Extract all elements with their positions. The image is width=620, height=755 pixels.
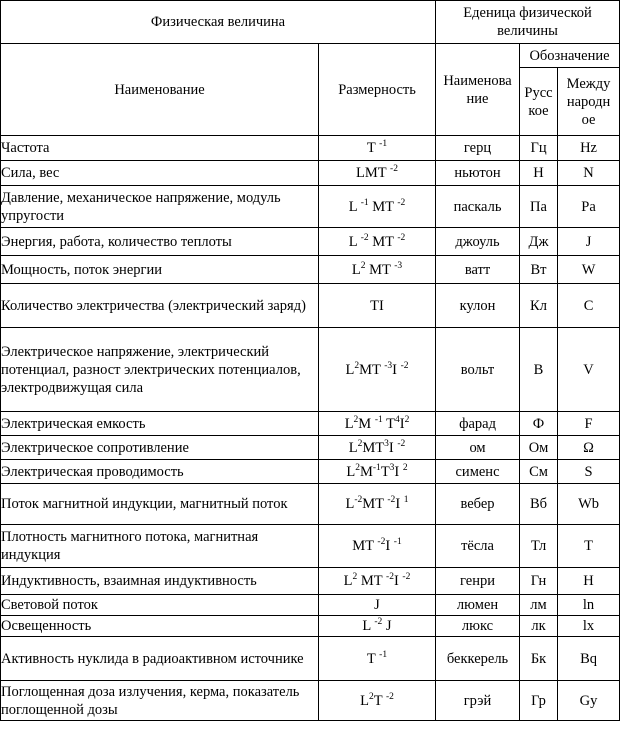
international-symbol-cell: N xyxy=(558,161,620,186)
unit-name-cell: сименс xyxy=(436,460,520,484)
russian-symbol-cell: Кл xyxy=(520,284,558,328)
international-symbol-cell: T xyxy=(558,525,620,568)
russian-symbol-cell: Бк xyxy=(520,637,558,681)
table-row xyxy=(1,436,620,460)
table-row xyxy=(1,256,620,284)
table-body xyxy=(1,136,620,721)
unit-name-cell: герц xyxy=(436,136,520,161)
quantity-name-cell: Активность нуклида в радиоактивном источнике xyxy=(1,637,319,681)
russian-symbol-cell: Ф xyxy=(520,412,558,436)
dimension-cell: L $^{-1}$ MT $^{-2}$ xyxy=(319,186,436,228)
unit-name-cell: ом xyxy=(436,436,520,460)
header-international: Между народн ое xyxy=(558,68,620,136)
russian-symbol-cell: Вт xyxy=(520,256,558,284)
international-symbol-cell: lx xyxy=(558,616,620,637)
header-quantity: Физическая величина xyxy=(1,1,436,44)
russian-symbol-cell: Па xyxy=(520,186,558,228)
dimension-cell: TI xyxy=(319,284,436,328)
unit-name-cell: вебер xyxy=(436,484,520,525)
unit-name-cell: ньютон xyxy=(436,161,520,186)
international-symbol-cell: W xyxy=(558,256,620,284)
header-row-1 xyxy=(1,1,620,44)
dimension-cell: L $^{-2}$ J xyxy=(319,616,436,637)
dimension-cell: L $^{-2}$ MT $^{-2}$ xyxy=(319,228,436,256)
table-row xyxy=(1,186,620,228)
quantity-name-cell: Мощность, поток энергии xyxy=(1,256,319,284)
quantity-name-cell: Индуктивность, взаимная индуктивность xyxy=(1,568,319,595)
quantity-name-cell: Плотность магнитного потока, магнитная индукция xyxy=(1,525,319,568)
dimension-cell: $L^2$ MT $^{-3}$ xyxy=(319,256,436,284)
international-symbol-cell: J xyxy=(558,228,620,256)
table-row xyxy=(1,228,620,256)
quantity-name-cell: Освещенность xyxy=(1,616,319,637)
header-row-2 xyxy=(1,44,620,68)
table-row xyxy=(1,136,620,161)
unit-name-cell: тёсла xyxy=(436,525,520,568)
russian-symbol-cell: Гр xyxy=(520,681,558,721)
russian-symbol-cell: Ом xyxy=(520,436,558,460)
table-row xyxy=(1,616,620,637)
dimension-cell: $L^2MT^3I$ $^{-2}$ xyxy=(319,436,436,460)
unit-name-cell: люмен xyxy=(436,595,520,616)
header-unit-name: Наименова ние xyxy=(436,44,520,136)
header-name: Наименование xyxy=(1,44,319,136)
unit-name-cell: генри xyxy=(436,568,520,595)
international-symbol-cell: ln xyxy=(558,595,620,616)
quantity-name-cell: Электрическое сопротивление xyxy=(1,436,319,460)
table-row xyxy=(1,284,620,328)
russian-symbol-cell: Вб xyxy=(520,484,558,525)
quantity-name-cell: Энергия, работа, количество теплоты xyxy=(1,228,319,256)
table-row xyxy=(1,460,620,484)
international-symbol-cell: F xyxy=(558,412,620,436)
dimension-cell: $L^2M$ $^{-1}$ $T^4I^2$ xyxy=(319,412,436,436)
international-symbol-cell: Ω xyxy=(558,436,620,460)
russian-symbol-cell: Тл xyxy=(520,525,558,568)
table-row xyxy=(1,412,620,436)
header-unit: Еденица физической величины xyxy=(436,1,620,44)
dimension-cell: T $^{-1}$ xyxy=(319,637,436,681)
unit-name-cell: люкс xyxy=(436,616,520,637)
russian-symbol-cell: См xyxy=(520,460,558,484)
dimension-cell: $L^{-2}MT$ $^{-2}$I $^1$ xyxy=(319,484,436,525)
header-dimension: Размерность xyxy=(319,44,436,136)
russian-symbol-cell: Гн xyxy=(520,568,558,595)
unit-name-cell: кулон xyxy=(436,284,520,328)
russian-symbol-cell: В xyxy=(520,328,558,412)
quantity-name-cell: Частота xyxy=(1,136,319,161)
international-symbol-cell: Pa xyxy=(558,186,620,228)
dimension-cell: $L^2M^{-1}T^3I$ $^2$ xyxy=(319,460,436,484)
unit-name-cell: грэй xyxy=(436,681,520,721)
dimension-cell: MT $^{-2}$I $^{-1}$ xyxy=(319,525,436,568)
russian-symbol-cell: Дж xyxy=(520,228,558,256)
header-designation: Обозначение xyxy=(520,44,620,68)
unit-name-cell: фарад xyxy=(436,412,520,436)
dimension-cell: $L^2T$ $^{-2}$ xyxy=(319,681,436,721)
russian-symbol-cell: Н xyxy=(520,161,558,186)
table-row xyxy=(1,681,620,721)
international-symbol-cell: S xyxy=(558,460,620,484)
quantity-name-cell: Поток магнитной индукции, магнитный поток xyxy=(1,484,319,525)
international-symbol-cell: Gy xyxy=(558,681,620,721)
quantity-name-cell: Поглощенная доза излучения, керма, показатель поглощенной дозы xyxy=(1,681,319,721)
quantity-name-cell: Электрическое напряжение, электрический потенциал, разност электрических потенциалов, электродвижущая сила xyxy=(1,328,319,412)
quantity-name-cell: Электрическая емкость xyxy=(1,412,319,436)
table-row xyxy=(1,568,620,595)
table-row xyxy=(1,637,620,681)
international-symbol-cell: V xyxy=(558,328,620,412)
international-symbol-cell: Bq xyxy=(558,637,620,681)
unit-name-cell: паскаль xyxy=(436,186,520,228)
dimension-cell: $L^2$ MT $^{-2}$I $^{-2}$ xyxy=(319,568,436,595)
dimension-cell: T $^{-1}$ xyxy=(319,136,436,161)
table-row xyxy=(1,161,620,186)
header-russian: Русс кое xyxy=(520,68,558,136)
unit-name-cell: беккерель xyxy=(436,637,520,681)
russian-symbol-cell: лк xyxy=(520,616,558,637)
quantity-name-cell: Количество электричества (электрический заряд) xyxy=(1,284,319,328)
quantity-name-cell: Сила, вес xyxy=(1,161,319,186)
russian-symbol-cell: лм xyxy=(520,595,558,616)
international-symbol-cell: C xyxy=(558,284,620,328)
table-row xyxy=(1,328,620,412)
table-row xyxy=(1,484,620,525)
international-symbol-cell: H xyxy=(558,568,620,595)
russian-symbol-cell: Гц xyxy=(520,136,558,161)
dimension-cell: $L^2MT$ $^{-3}$I $^{-2}$ xyxy=(319,328,436,412)
quantity-name-cell: Электрическая проводимость xyxy=(1,460,319,484)
dimension-cell: J xyxy=(319,595,436,616)
international-symbol-cell: Hz xyxy=(558,136,620,161)
unit-name-cell: вольт xyxy=(436,328,520,412)
dimension-cell: LMT $^{-2}$ xyxy=(319,161,436,186)
quantity-name-cell: Давление, механическое напряжение, модуль упругости xyxy=(1,186,319,228)
international-symbol-cell: Wb xyxy=(558,484,620,525)
table-row xyxy=(1,525,620,568)
quantity-name-cell: Световой поток xyxy=(1,595,319,616)
unit-name-cell: ватт xyxy=(436,256,520,284)
unit-name-cell: джоуль xyxy=(436,228,520,256)
table-row xyxy=(1,595,620,616)
